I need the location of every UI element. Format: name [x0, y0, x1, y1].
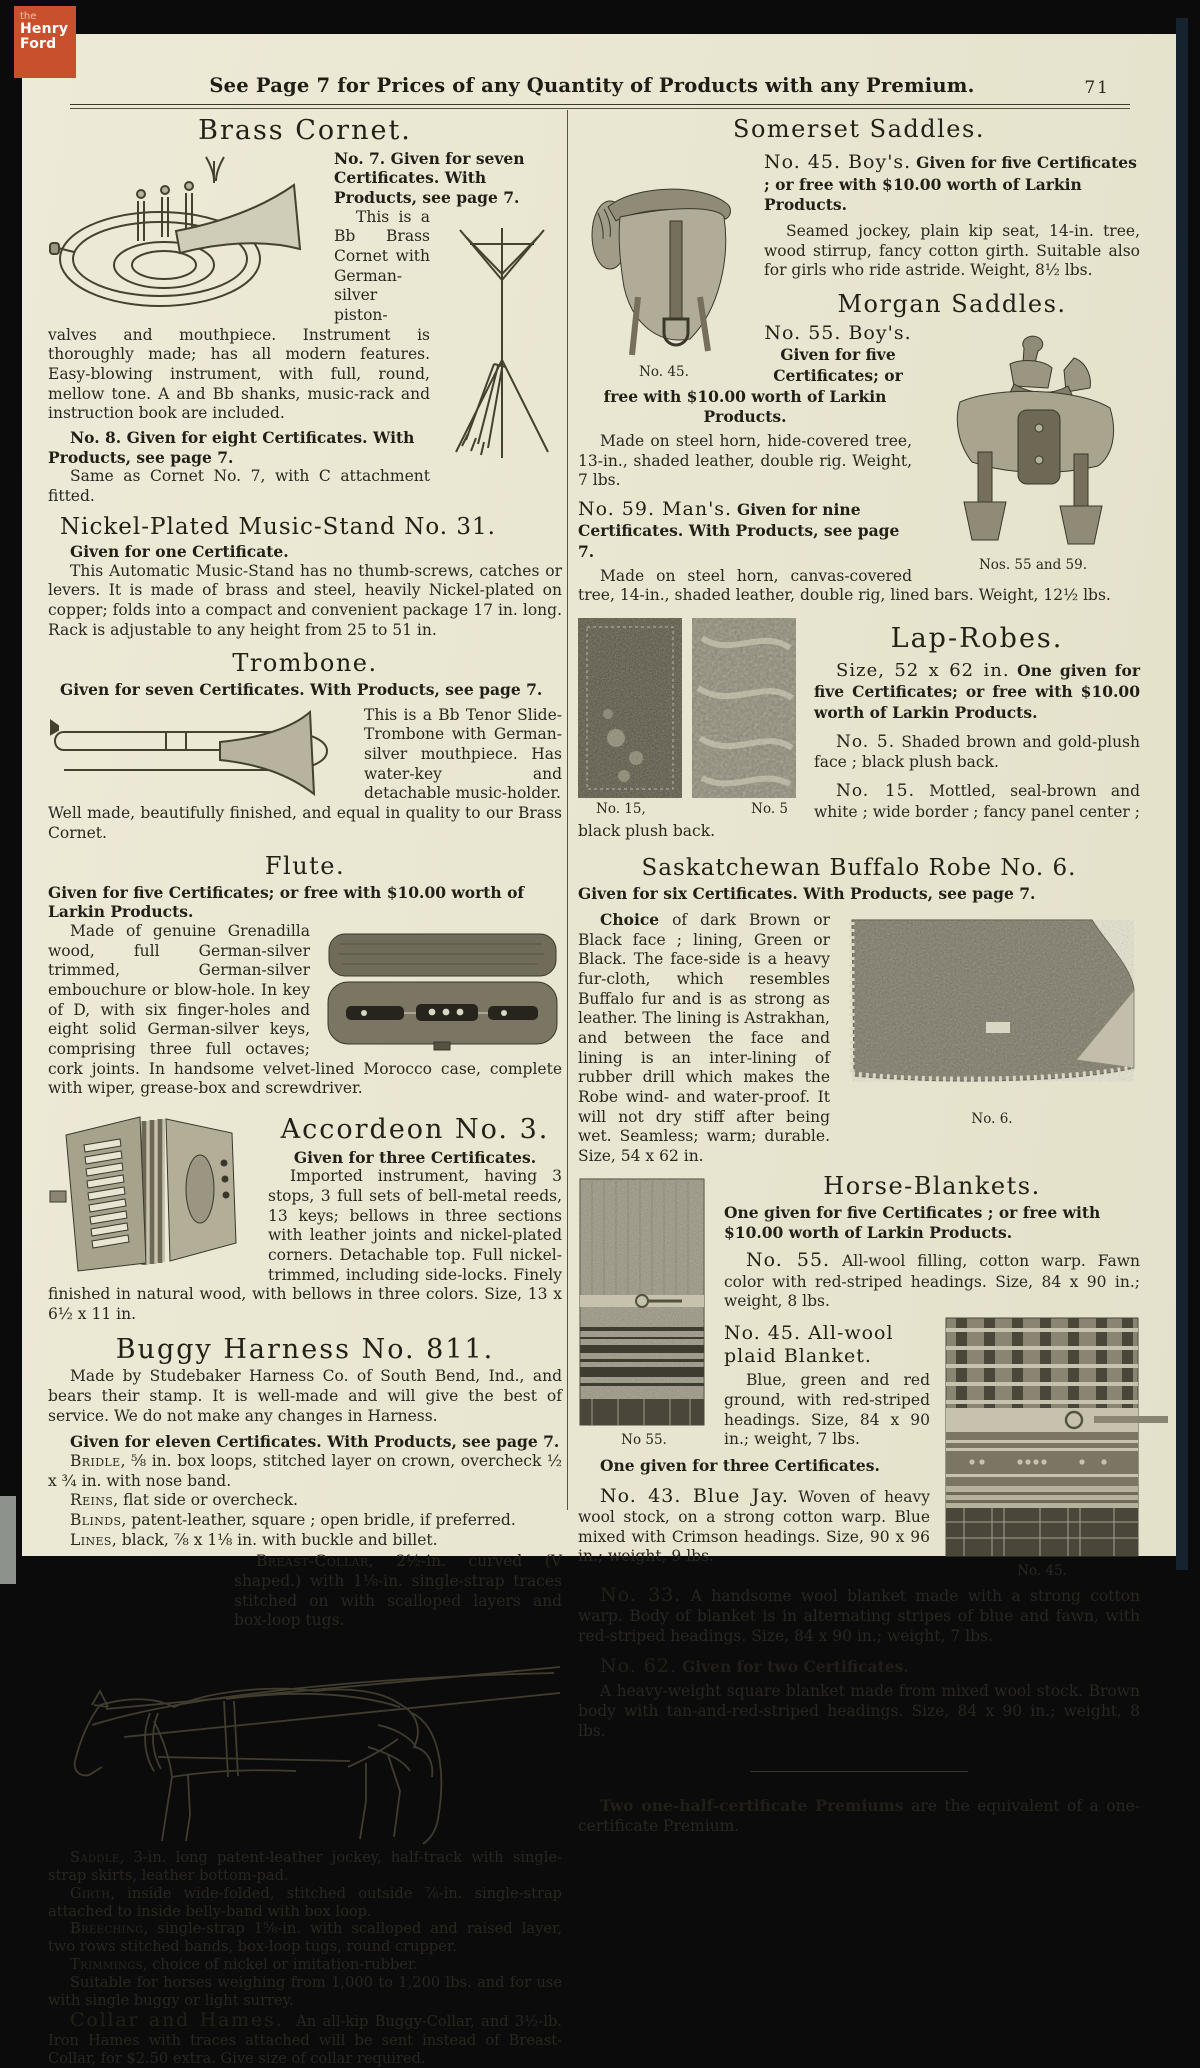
morgan-saddle-drawing — [926, 324, 1140, 554]
horse-blankets-intro: One given for five Certificates ; or free with $10.00 worth of Larkin Products. — [724, 1203, 1101, 1242]
trombone-illustration — [48, 708, 350, 800]
music-stand-drawing — [444, 212, 560, 464]
morgan-no59-given: Given for nine Certificates. With Products, see page 7. — [578, 500, 900, 561]
lap-robe-5-caption: No. 5 — [751, 800, 788, 817]
right-column — [578, 116, 1140, 1837]
flute-title: Flute. — [264, 852, 346, 881]
flute-case-drawing — [324, 930, 562, 1052]
buffalo-robe-given: Given for six Certificates. With Products, see page 7. — [578, 884, 1036, 904]
cornet-body: This is a Bb Brass Cornet with German-silver piston-valves and mouthpiece. Instrument is thoroughly made; has all modern features. Easy-blowing instrument, with full, round, mellow tone. A and Bb shanks, music-rack and instruction book are included. — [48, 207, 430, 423]
morgan-no59-body: Made on steel horn, canvas-covered tree, 14-in., shaded leather, double rig, lined bars. Weight, 12½ lbs. — [578, 566, 1111, 605]
blanket-no45-heading: No. 45. All-wool plaid Blanket. — [724, 1321, 894, 1367]
blanket-45-illustration — [944, 1316, 1140, 1579]
music-stand-given: Given for one Certificate. — [70, 542, 289, 562]
blanket-no33 — [578, 1583, 1140, 1646]
logo-the: the — [20, 11, 37, 22]
harness-item-bridle — [48, 1452, 562, 1491]
harness-term: Reins — [70, 1491, 114, 1510]
cornet-no7-line: No. 7. Given for seven Certificates. With Products, see page 7. — [334, 148, 525, 208]
harness-detail-girth — [48, 1885, 562, 1921]
harness-term: Breeching — [70, 1920, 144, 1938]
lap-robes-illustration — [578, 618, 800, 817]
trombone-body2: Well made, beautifully finished, and equal in quality to our Brass Cornet. — [48, 803, 562, 842]
harness-term: Trimmings — [70, 1955, 143, 1973]
flute-case-illustration — [324, 930, 562, 1052]
morgan-no55-given: Given for five Certificates; or free with $10.00 worth of Larkin Products. — [603, 345, 903, 427]
somerset-saddle-drawing — [578, 149, 750, 361]
blanket-45-drawing — [944, 1316, 1170, 1560]
henry-ford-logo — [14, 6, 76, 78]
logo-ford: Ford — [20, 36, 57, 53]
under-page-edge — [0, 1496, 16, 1584]
morgan-no55: No. 55. Boy's. — [764, 322, 912, 345]
accordeon-title: Accordeon No. 3. — [280, 1113, 550, 1145]
somerset-no45: No. 45. Boy's. — [764, 151, 912, 174]
running-head: See Page 7 for Prices of any Quantity of Products with any Premium. — [209, 74, 975, 97]
harness-term: Bridle — [70, 1452, 121, 1471]
blanket-no33-lead: No. 33. — [600, 1583, 682, 1606]
column-divider — [567, 110, 568, 1510]
harness-item-text: , black, ⅞ x 1⅛ in. with buckle and billet. — [111, 1530, 438, 1549]
harness-detail-breeching — [48, 1920, 562, 1956]
blanket-no45-body: Blue, green and red ground, with red-striped headings. Size, 84 x 90 in.; weight, 7 lbs. — [724, 1371, 930, 1449]
footer-note-text: are the equivalent of a one-certificate Premium. — [578, 1797, 1140, 1836]
harness-item-text: , inside wide-folded, stitched outside ⅞-in. single-strap attached to inside belly-band with box loop. — [48, 1884, 562, 1920]
harness-detail-saddle — [48, 1849, 562, 1885]
left-column — [48, 116, 562, 2068]
page-number: 71 — [1084, 78, 1110, 98]
harness-term: Breast-Collar — [256, 1552, 369, 1571]
cornet-illustration — [48, 153, 320, 321]
blanket-no55-lead: No. 55. — [746, 1249, 831, 1272]
cornet-no8-line: No. 8. Given for eight Certificates. With Products, see page 7. — [48, 428, 415, 467]
morgan-saddle-illustration — [926, 324, 1140, 573]
blanket-55-illustration — [578, 1177, 710, 1448]
buffalo-choice-lead: Choice — [600, 909, 660, 929]
harness-item-text: , 3-in. long patent-leather jockey, half-track with single-strap skirts, leather bottom-pad. — [48, 1849, 562, 1884]
harness-item-text: , ⅝ in. box loops, stitched layer on crown, overcheck ½ x ¾ in. with nose band. — [48, 1452, 562, 1490]
blanket-no43-lead: No. 43. Blue Jay. — [600, 1484, 789, 1507]
trombone-given: Given for seven Certificates. With Products, see page 7. — [60, 679, 543, 699]
footer-note — [578, 1796, 1140, 1836]
catalog-page — [22, 34, 1176, 2068]
music-stand-illustration — [444, 212, 560, 464]
header-rule — [70, 104, 1130, 109]
collar-hames-body: An all-kip Buggy-Collar, and 3½-lb. Iron Hames with traces attached will be sent instead of Breast-Collar, for $2.50 extra. Give size of collar required. — [48, 2013, 562, 2068]
lap-robes-given: One given for five Certificates; or free with $10.00 worth of Larkin Products. — [814, 660, 1140, 723]
harness-term: Lines — [70, 1530, 112, 1549]
trombone-body: This is a Bb Tenor Slide-Trombone with German-silver mouthpiece. Has water-key and detachable music-holder. — [364, 705, 562, 803]
somerset-title: Somerset Saddles. — [733, 115, 985, 143]
brass-cornet-title: Brass Cornet. — [198, 115, 412, 146]
harness-item-text: , flat side or overcheck. — [113, 1491, 298, 1510]
blanket-55-caption: No 55. — [621, 1431, 667, 1448]
harness-item-reins — [48, 1491, 562, 1511]
lap-robe-no15-lead: No. 15. — [836, 781, 915, 802]
blanket-no55-text: All-wool filling, cotton warp. Fawn color with red-striped headings. Size, 84 x 90 in.; weight, 8 lbs. — [724, 1252, 1140, 1311]
accordion-illustration — [48, 1105, 254, 1273]
accordeon-given: Given for three Certificates. — [293, 1147, 537, 1167]
harness-item-text: , single-strap 1⅝-in. with scalloped and raised layer, two rows stitched bands, box-loop tugs, round crupper. — [48, 1920, 562, 1956]
lap-robe-no5-text: Shaded brown and gold-plush face ; black plush back. — [814, 732, 1140, 772]
blanket-55-drawing — [578, 1177, 706, 1429]
blanket-no62-line — [578, 1654, 1140, 1678]
morgan-caption: Nos. 55 and 59. — [978, 557, 1088, 574]
lap-robes-size: Size, 52 x 62 in. — [836, 659, 1010, 681]
lap-robe-15-drawing — [578, 618, 682, 798]
harness-item-text: , 2½-in. curved (V shaped.) with 1⅛-in. single-strap traces stitched on with scalloped layers and box-loop tugs. — [234, 1552, 562, 1630]
collar-hames-title: Collar and Hames. — [70, 2009, 284, 2032]
accordeon-body: Imported instrument, having 3 stops, 3 full sets of bell-metal reeds, 13 keys; bellows in three sections with leather joints and nickel-plated corners. Detachable top. Full nickel-trimmed, including side-locks. Finely finished in natural wood, with bellows in three colors. Size, 13 x 6½ x 11 in. — [48, 1167, 562, 1324]
harness-term: Saddle — [70, 1849, 120, 1867]
music-stand-title: Nickel-Plated Music-Stand No. 31. — [60, 513, 496, 540]
harness-item-text: , choice of nickel or imitation-rubber. — [142, 1955, 418, 1973]
somerset-body: Seamed jockey, plain kip seat, 14-in. tree, wood stirrup, fancy cotton girth. Suitable also for girls who ride astride. Weight, 8½ lbs. — [764, 221, 1140, 280]
harness-detail-trimmings — [48, 1956, 562, 1974]
morgan-no59: No. 59. Man's. — [578, 498, 733, 521]
buffalo-robe-illustration — [844, 910, 1140, 1127]
harness-suitable: Suitable for horses weighing from 1,000 to 1,200 lbs. and for use with single buggy or light surrey. — [48, 1973, 562, 2009]
lap-robe-no5-lead: No. 5. — [836, 731, 896, 752]
blanket-45-caption: No. 45. — [1017, 1562, 1067, 1579]
buffalo-body-text: of dark Brown or Black face ; lining, Green or Black. The face-side is a heavy fur-cloth, which resembles Buffalo fur and is as strong as leather. The lining is Astrakhan, and between the face and lining is an inter-lining of rubber drill which makes the Robe wind- and water-proof. It will not dry stiff after being wet. Seamless; warm; durable. Size, 54 x 62 in. — [578, 910, 831, 1165]
blanket-no62-body: A heavy-weight square blanket made from mixed wool stock. Brown body with tan-and-red-striped headings. Size, 84 x 90 in.; weight, 8 lbs. — [578, 1682, 1140, 1740]
harness-term: Girth — [70, 1884, 111, 1902]
lap-robe-15-caption: No. 15, — [596, 800, 646, 817]
harness-term: Blinds — [70, 1511, 122, 1530]
blanket-no43-text: Woven of heavy wool stock, on a strong cotton warp. Blue mixed with Crimson headings. Size, 90 x 96 in.; weight, 9 lbs. — [578, 1487, 930, 1566]
harness-breast-collar — [234, 1552, 562, 1631]
horse-drawing — [48, 1633, 562, 1845]
blanket-no62-lead: No. 62. — [600, 1655, 678, 1678]
flute-given: Given for five Certificates; or free with $10.00 worth of Larkin Products. — [48, 882, 525, 922]
buffalo-robe-title: Saskatchewan Buffalo Robe No. 6. — [641, 854, 1077, 881]
horse-blankets-title: Horse-Blankets. — [823, 1171, 1041, 1200]
logo-henry: Henry — [20, 21, 69, 37]
horse-harness-illustration — [48, 1633, 562, 1845]
somerset-caption: No. 45. — [639, 364, 689, 381]
cornet-drawing — [48, 153, 320, 321]
harness-item-lines — [48, 1531, 562, 1551]
lap-robes-title: Lap-Robes. — [890, 622, 1064, 654]
buffalo-robe-caption: No. 6. — [971, 1110, 1013, 1127]
lap-robe-5-drawing — [692, 618, 796, 798]
book-edge — [1176, 18, 1188, 1570]
morgan-title: Morgan Saddles. — [837, 289, 1067, 318]
blanket-no45-given: One given for three Certificates. — [600, 1456, 880, 1476]
trombone-drawing — [48, 708, 350, 800]
harness-item-blinds — [48, 1511, 562, 1531]
harness-title: Buggy Harness No. 811. — [115, 1333, 495, 1365]
flute-body: Made of genuine Grenadilla wood, full German-silver trimmed, German-silver embouchure or blow-hole. In key of D, with six finger-holes and eight solid German-silver keys, comprising three full octaves; cork joints. In handsome velvet-lined Morocco case, complete with wiper, grease-box and screwdriver. — [48, 921, 562, 1098]
footer-note-lead: Two one-half-certificate Premiums — [600, 1796, 904, 1816]
harness-item-text: , patent-leather, square ; open bridle, if preferred. — [121, 1511, 516, 1530]
blanket-no33-text: A handsome wool blanket made with a strong cotton warp. Body of blanket is in alternating stripes of blue and fawn, with red-striped headings. Size, 84 x 90 in.; weight, 7 lbs. — [578, 1586, 1140, 1645]
harness-given: Given for eleven Certificates. With Products, see page 7. — [70, 1432, 560, 1452]
accordion-drawing — [48, 1105, 254, 1273]
cornet-no8-body: Same as Cornet No. 7, with C attachment fitted. — [48, 467, 430, 506]
collar-and-hames — [48, 2009, 562, 2068]
morgan-no55-body: Made on steel horn, hide-covered tree, 13-in., shaded leather, double rig. Weight, 7 lbs. — [578, 432, 912, 490]
footer-rule — [750, 1771, 968, 1772]
trombone-title: Trombone. — [232, 649, 378, 678]
buffalo-robe-drawing — [844, 910, 1140, 1108]
harness-intro: Made by Studebaker Harness Co. of South Bend, Ind., and bears their stamp. It is well-made and will give the best of service. We do not make any changes in Harness. — [48, 1367, 562, 1425]
somerset-given: Given for five Certificates ; or free with $10.00 worth of Larkin Products. — [764, 153, 1137, 215]
lap-robe-no15-text: Mottled, seal-brown and white ; wide border ; fancy panel center ; black plush back. — [578, 782, 1140, 841]
music-stand-body: This Automatic Music-Stand has no thumb-screws, catches or levers. It is made of brass and steel, heavily Nickel-plated on copper; folds into a compact and convenient package 17 in. long. Rack is adjustable to any height from 25 to 51 in. — [48, 561, 562, 639]
blanket-no62-given: Given for two Certificates. — [681, 1657, 909, 1677]
somerset-saddle-illustration — [578, 149, 750, 380]
